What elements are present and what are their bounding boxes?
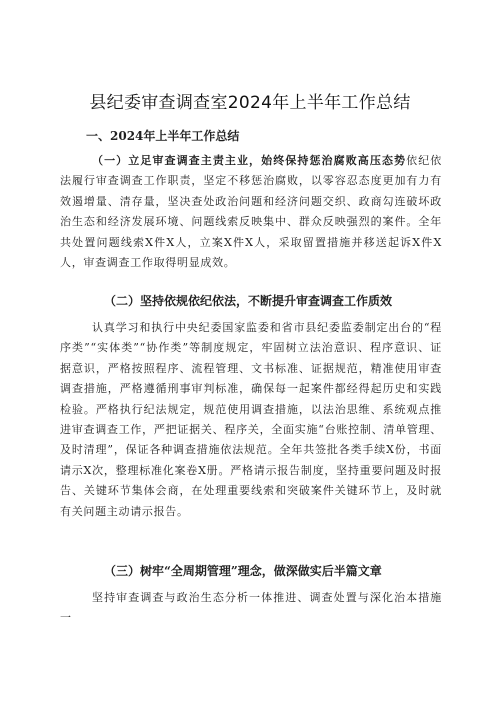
subheading-3: （三）树牢“全周期管理”理念，做深做实后半篇文章: [104, 564, 382, 578]
document-title: 县纪委审查调查室2024年上半年工作总结: [89, 93, 411, 113]
paragraph-3: 坚持审查调查与政治生态分析一体推进、调查处置与深化治本措施一: [60, 591, 442, 625]
section-heading-1: 一、2024年上半年工作总结: [86, 129, 240, 143]
subheading-2: （二）坚持依规依纪依法，不断提升审查调查工作质效: [104, 294, 393, 308]
paragraph-1-lead: （一）立足审查调查主责主业，始终保持惩治腐败高压态势: [92, 154, 407, 167]
paragraph-1-text: 依纪依法履行审查调查工作职责，坚定不移惩治腐败，以零容忍态度更加有力有效遏增量、清存量，坚决查处政治问题和经济问题交织、政商勾连破坏政治生态和经济发展环境、问题线索反映集中、群众反映强烈的案件。全年共处置问题线索X件X人，立案X件X人，采取留置措施并移送起诉X件X人，审查调查工作取得明显成效。: [60, 154, 442, 270]
paragraph-2: 认真学习和执行中央纪委国家监委和省市县纪委监委制定出台的“程序类”“实体类”“协作类”等制度规定，牢固树立法治意识、程序意识、证据意识，严格按照程序、流程管理、文书标准、证据规范，精准使用审查调查措施，严格遵循刑事审判标准，确保每一起案件都经得起历史和实践检验。严格执行纪法规定，规范使用调查措施，以法治思维、系统观点推进审查调查工作，严把证据关、程序关，全面实施“台账控制、清单管理、及时清理”，保证各种调查措施依法规范。全年共签批各类手续X份，书面请示X次，整理标准化案卷X册。严格请示报告制度，坚持重要问题及时报告、关键环节集体会商，在处理重要线索和突破案件关键环节上，及时就有关问题主动请示报告。: [60, 321, 442, 518]
paragraph-1: [60, 151, 442, 273]
